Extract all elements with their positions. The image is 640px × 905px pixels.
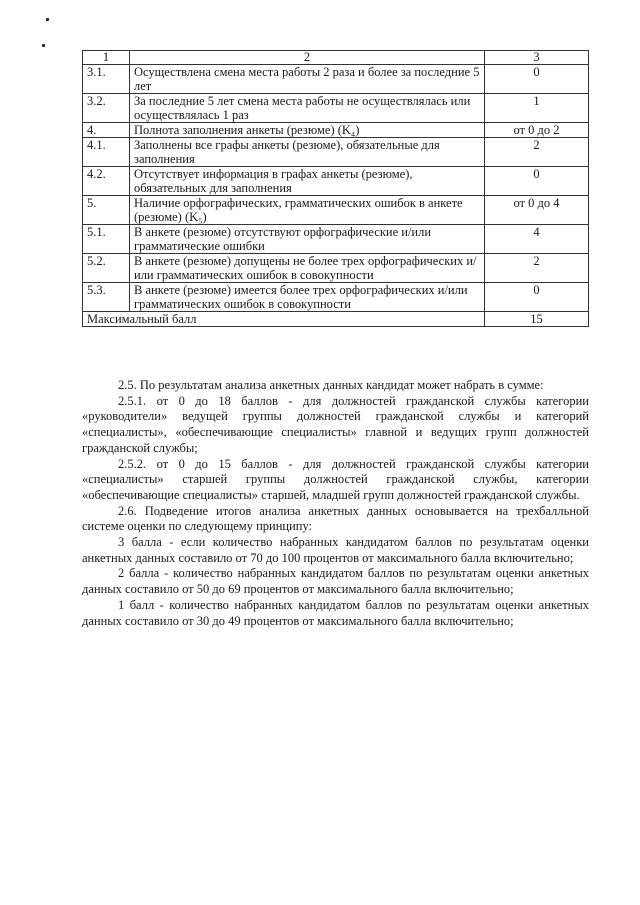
paragraph-2-points: 2 балла - количество набранных кандидатом баллов по результатам оценки анкетных данных составило от 50 до 69 процентов от максимального балла включительно; (82, 566, 589, 597)
table-row (83, 254, 589, 283)
table-row (83, 138, 589, 167)
row-score: 0 (485, 167, 589, 196)
row-score: 2 (485, 254, 589, 283)
row-criterion: Осуществлена смена места работы 2 раза и более за последние 5 лет (130, 65, 485, 94)
row-criterion: За последние 5 лет смена места работы не осуществлялась или осуществлялась 1 раз (130, 94, 485, 123)
table-row (83, 196, 589, 225)
row-number: 4.2. (83, 167, 130, 196)
total-score: 15 (485, 312, 589, 327)
row-number: 3.2. (83, 94, 130, 123)
row-criterion: В анкете (резюме) имеется более трех орфографических и/или грамматических ошибок в совокупности (130, 283, 485, 312)
scan-speck (42, 44, 45, 47)
total-label: Максимальный балл (83, 312, 485, 327)
paragraph-2-5: 2.5. По результатам анализа анкетных данных кандидат может набрать в сумме: (118, 378, 544, 392)
row-number: 5.1. (83, 225, 130, 254)
row-number: 4.1. (83, 138, 130, 167)
paragraph-2-6: 2.6. Подведение итогов анализа анкетных данных основывается на трехбалльной системе оценки по следующему принципу: (82, 503, 589, 534)
paragraph-2-5-2: 2.5.2. от 0 до 15 баллов - для должностей гражданской службы категории «специалисты» старшей группы должностей гражданской службы, категории «обеспечивающие специалисты» старшей, младшей групп должностей гражданской службы. (82, 456, 589, 502)
table-row (83, 283, 589, 312)
row-score: 2 (485, 138, 589, 167)
row-number: 4. (83, 123, 130, 138)
header-cell-number: 1 (83, 51, 130, 65)
row-criterion: Отсутствует информация в графах анкеты (резюме), обязательных для заполнения (130, 167, 485, 196)
row-criterion: Полнота заполнения анкеты (резюме) (K₄) (130, 123, 485, 138)
table-row (83, 225, 589, 254)
row-score: 1 (485, 94, 589, 123)
row-number: 5.3. (83, 283, 130, 312)
paragraph-1-point: 1 балл - количество набранных кандидатом баллов по результатам оценки анкетных данных составило от 30 до 49 процентов от максимального балла включительно; (82, 597, 589, 628)
table-row (83, 123, 589, 138)
paragraph-3-points: 3 балла - если количество набранных кандидатом баллов по результатам оценки анкетных данных составило от 70 до 100 процентов от максимального балла включительно; (82, 535, 589, 565)
row-score: 4 (485, 225, 589, 254)
row-number: 5.2. (83, 254, 130, 283)
row-score: 0 (485, 283, 589, 312)
row-number: 3.1. (83, 65, 130, 94)
row-score: 0 (485, 65, 589, 94)
table-total-row (83, 312, 589, 327)
row-criterion: Заполнены все графы анкеты (резюме), обязательные для заполнения (130, 138, 485, 167)
row-score: от 0 до 4 (485, 196, 589, 225)
table-row (83, 94, 589, 123)
row-criterion: В анкете (резюме) отсутствуют орфографические и/или грамматические ошибки (130, 225, 485, 254)
table-row (83, 167, 589, 196)
scan-speck (46, 18, 49, 21)
document-body (82, 378, 589, 629)
row-score: от 0 до 2 (485, 123, 589, 138)
table-header-row (83, 51, 589, 65)
header-cell-score: 3 (485, 51, 589, 65)
row-criterion: Наличие орфографических, грамматических ошибок в анкете (резюме) (K₅) (130, 196, 485, 225)
scoring-table (82, 50, 589, 327)
row-number: 5. (83, 196, 130, 225)
row-criterion: В анкете (резюме) допущены не более трех орфографических и/или грамматических ошибок в совокупности (130, 254, 485, 283)
table-row (83, 65, 589, 94)
paragraph-2-5-1: 2.5.1. от 0 до 18 баллов - для должностей гражданской службы категории «руководители» ведущей группы должностей гражданской службы и категорий «специалисты», «обеспечивающие специалисты» главной и ведущих групп должностей гражданской службы; (82, 393, 589, 455)
header-cell-criterion: 2 (130, 51, 485, 65)
